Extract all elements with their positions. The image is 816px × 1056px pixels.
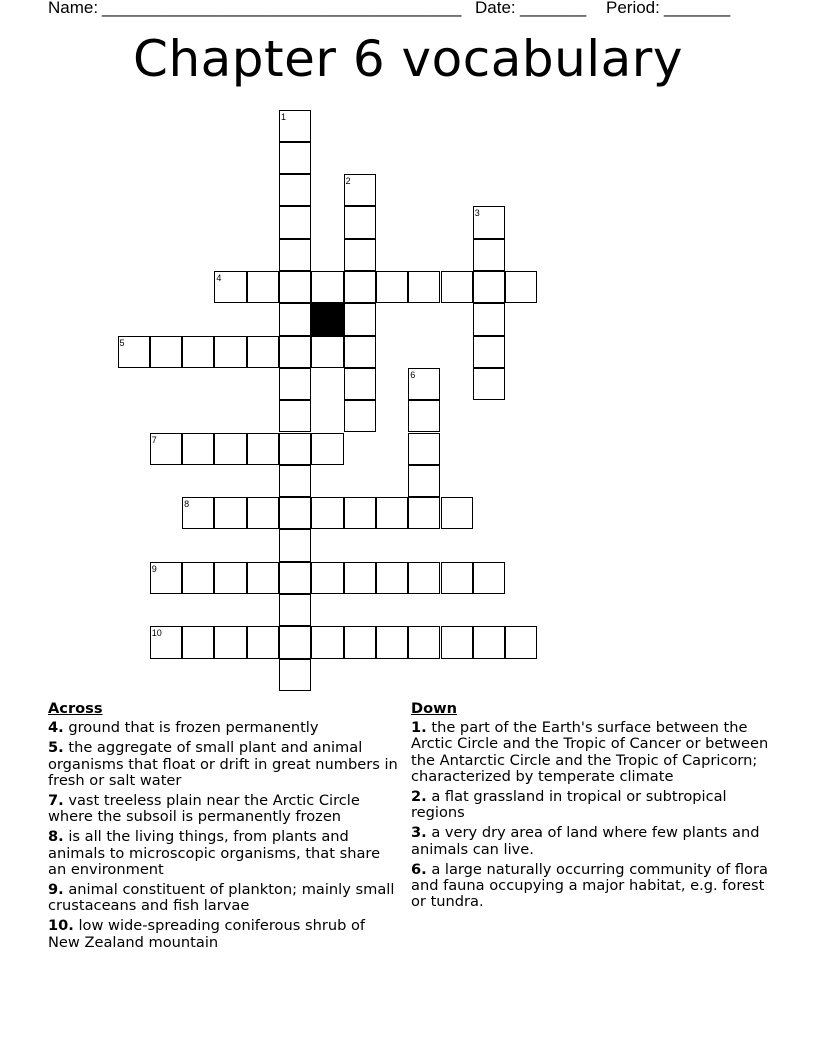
clue-number-label: 6 (410, 369, 416, 380)
clue-number: 7. (48, 792, 64, 810)
page-title: Chapter 6 vocabulary (133, 30, 683, 88)
clue-number: 2. (411, 788, 427, 806)
grid-cell[interactable] (247, 336, 279, 368)
grid-cell[interactable] (150, 336, 182, 368)
grid-cell[interactable] (279, 594, 311, 626)
clue-number: 3. (411, 824, 427, 842)
grid-cell[interactable] (279, 626, 311, 658)
grid-cell[interactable] (279, 529, 311, 561)
grid-cell[interactable] (279, 142, 311, 174)
grid-cell[interactable] (376, 562, 408, 594)
down-heading: Down (411, 700, 458, 717)
grid-cell[interactable] (473, 562, 505, 594)
grid-cell[interactable] (344, 626, 376, 658)
clue-number-label: 3 (474, 208, 480, 219)
grid-cell[interactable] (376, 271, 408, 303)
grid-cell[interactable] (279, 465, 311, 497)
clue-number: 6. (411, 860, 427, 878)
clue-number: 1. (411, 719, 427, 737)
across-clue (48, 720, 398, 736)
grid-cell[interactable] (279, 368, 311, 400)
clue-number-label: 9 (151, 563, 157, 574)
grid-cell[interactable] (376, 626, 408, 658)
grid-cell[interactable] (279, 206, 311, 238)
clue-number-label: 4 (216, 273, 222, 283)
grid-cell[interactable] (408, 271, 440, 303)
period-blank[interactable]: _______ (664, 0, 731, 17)
grid-cell[interactable] (311, 271, 343, 303)
grid-cell[interactable] (214, 626, 246, 658)
clue-number-label: 10 (151, 628, 162, 639)
grid-cell[interactable] (408, 433, 440, 465)
grid-cell[interactable] (311, 433, 343, 465)
grid-cell[interactable] (376, 497, 408, 529)
clue-number-label: 8 (184, 499, 190, 510)
grid-cell[interactable] (247, 497, 279, 529)
grid-cell[interactable] (505, 271, 537, 303)
date-label: Date: (475, 0, 516, 17)
grid-cell[interactable] (247, 271, 279, 303)
grid-cell[interactable] (505, 626, 537, 658)
grid-cell[interactable] (311, 497, 343, 529)
clue-number-label: 7 (151, 434, 157, 445)
name-label: Name: (48, 0, 99, 17)
grid-cell[interactable] (344, 239, 376, 271)
across-clue (48, 740, 398, 789)
grid-cell[interactable] (214, 562, 246, 594)
clue-text: a large naturally occurring community of flora and fauna occupying a major habitat, e.g. forest or tundra. (411, 860, 768, 911)
grid-cell[interactable] (182, 562, 214, 594)
down-clues (411, 701, 776, 914)
clue-number-label: 1 (281, 111, 287, 122)
across-clue (48, 829, 398, 878)
grid-cell[interactable] (247, 562, 279, 594)
grid-cell[interactable] (279, 303, 311, 335)
grid-cell[interactable] (214, 497, 246, 529)
clue-number-label: 5 (119, 337, 125, 348)
grid-cell[interactable] (473, 239, 505, 271)
blocked-cell (311, 303, 343, 335)
down-clue (411, 825, 776, 857)
grid-cell[interactable] (182, 336, 214, 368)
grid-cell[interactable] (408, 626, 440, 658)
clue-text: a flat grassland in tropical or subtropical regions (411, 788, 727, 822)
grid-cell[interactable] (344, 562, 376, 594)
grid-cell[interactable] (279, 271, 311, 303)
grid-cell[interactable] (408, 465, 440, 497)
grid-cell[interactable] (279, 174, 311, 206)
across-clue (48, 793, 398, 825)
clue-text: ground that is frozen permanently (68, 719, 319, 737)
grid-cell[interactable] (214, 433, 246, 465)
grid-cell[interactable] (441, 626, 473, 658)
grid-cell[interactable] (344, 336, 376, 368)
across-clue (48, 918, 398, 950)
grid-cell[interactable] (247, 433, 279, 465)
grid-cell[interactable] (311, 336, 343, 368)
clue-text: vast treeless plain near the Arctic Circle where the subsoil is permanently frozen (48, 792, 360, 826)
grid-cell[interactable] (279, 400, 311, 432)
clue-text: the part of the Earth's surface between the Arctic Circle and the Tropic of Cancer or between the Antarctic Circle and the Tropic of Capricorn; characterized by temperate climate (411, 719, 769, 785)
name-blank[interactable]: ______________________________________ (102, 0, 462, 17)
grid-cell[interactable] (473, 626, 505, 658)
clue-number: 5. (48, 739, 64, 757)
grid-cell[interactable] (247, 626, 279, 658)
grid-cell[interactable] (441, 271, 473, 303)
grid-cell[interactable] (182, 433, 214, 465)
grid-cell[interactable] (279, 562, 311, 594)
clue-text: a very dry area of land where few plants and animals can live. (411, 824, 760, 858)
grid-cell[interactable] (279, 659, 311, 691)
grid-cell[interactable] (279, 497, 311, 529)
grid-cell[interactable] (473, 368, 505, 400)
grid-cell[interactable] (344, 368, 376, 400)
down-clue (411, 720, 776, 785)
grid-cell[interactable] (473, 271, 505, 303)
period-label: Period: (606, 0, 660, 17)
grid-cell[interactable] (182, 626, 214, 658)
grid-cell[interactable] (473, 303, 505, 335)
grid-cell[interactable] (279, 239, 311, 271)
grid-cell[interactable] (344, 303, 376, 335)
grid-cell[interactable] (344, 206, 376, 238)
grid-cell[interactable] (473, 336, 505, 368)
across-clue (48, 882, 398, 914)
clue-number: 10. (48, 917, 74, 935)
clue-text: low wide-spreading coniferous shrub of New Zealand mountain (48, 917, 366, 951)
down-clue (411, 862, 776, 911)
clue-text: the aggregate of small plant and animal organisms that float or drift in great numbers in fresh or salt water (48, 739, 398, 789)
clue-number: 9. (48, 881, 64, 899)
date-blank[interactable]: _______ (520, 0, 587, 17)
grid-cell[interactable] (408, 400, 440, 432)
grid-cell[interactable] (441, 497, 473, 529)
grid-cell[interactable] (344, 497, 376, 529)
grid-cell[interactable] (441, 562, 473, 594)
down-clue (411, 789, 776, 821)
grid-cell[interactable] (279, 433, 311, 465)
grid-cell[interactable] (408, 497, 440, 529)
grid-cell[interactable] (311, 562, 343, 594)
grid-cell[interactable] (344, 271, 376, 303)
across-clues (48, 701, 398, 955)
clue-text: is all the living things, from plants and animals to microscopic organisms, that share an environment (48, 828, 381, 878)
grid-cell[interactable] (214, 336, 246, 368)
grid-cell[interactable] (344, 400, 376, 432)
clue-number-label: 2 (345, 176, 351, 187)
grid-cell[interactable] (279, 336, 311, 368)
grid-cell[interactable] (311, 626, 343, 658)
across-heading: Across (48, 700, 103, 717)
clue-text: animal constituent of plankton; mainly small crustaceans and fish larvae (48, 881, 395, 915)
grid-cell[interactable] (408, 562, 440, 594)
clue-number: 4. (48, 719, 64, 737)
clue-number: 8. (48, 828, 64, 846)
